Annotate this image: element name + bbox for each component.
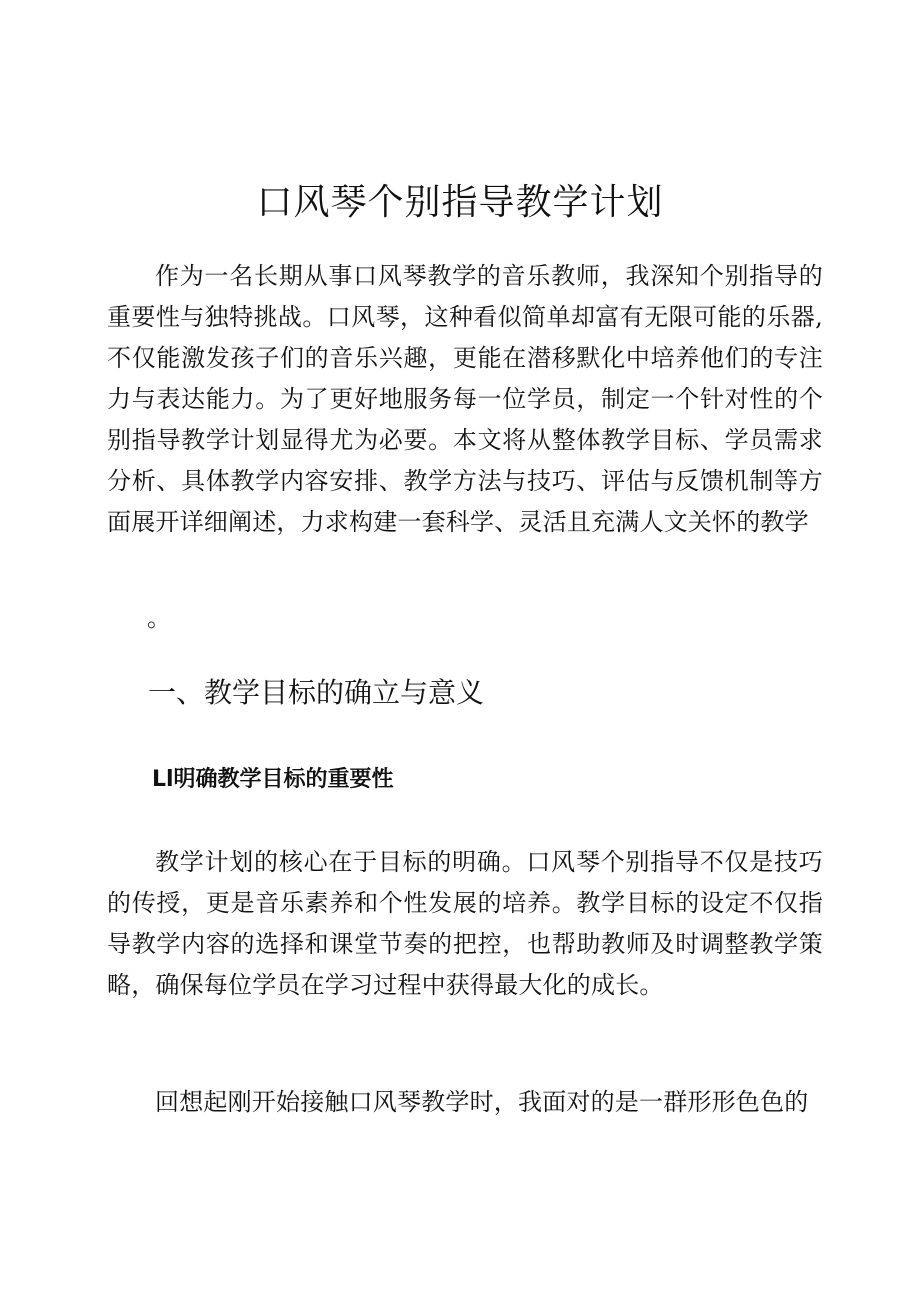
section-1-1-paragraph-1: 教学计划的核心在于目标的明确。口风琴个别指导不仅是技巧的传授，更是音乐素养和个性发展的培养。教学目标的设定不仅指导教学内容的选择和课堂节奏的把控，也帮助教师及时调整教学策略，确保每位学员在学习过程中获得最大化的成长。: [107, 848, 823, 999]
document-title: 口风琴个别指导教学计划: [256, 182, 664, 223]
intro-trailing-punctuation: 。: [147, 604, 172, 632]
intro-paragraph: 作为一名长期从事口风琴教学的音乐教师，我深知个别指导的重要性与独特挑战。口风琴，这种看似简单却富有无限可能的乐器,不仅能激发孩子们的音乐兴趣，更能在潜移默化中培养他们的专注力与表达能力。为了更好地服务每一位学员，制定一个针对性的个别指导教学计划显得尤为必要。本文将从整体教学目标、学员需求分析、具体教学内容安排、教学方法与技巧、评估与反馈机制等方面展开详细阐述，力求构建一套科学、灵活且充满人文关怀的教学: [107, 262, 823, 536]
section-1-1-heading: Ll明确教学目标的重要性: [152, 767, 394, 792]
section-1-1-paragraph-2: 回想起刚开始接触口风琴教学时，我面对的是一群形形色色的: [155, 1088, 809, 1116]
section-1-heading: 一、教学目标的确立与意义: [148, 676, 485, 709]
